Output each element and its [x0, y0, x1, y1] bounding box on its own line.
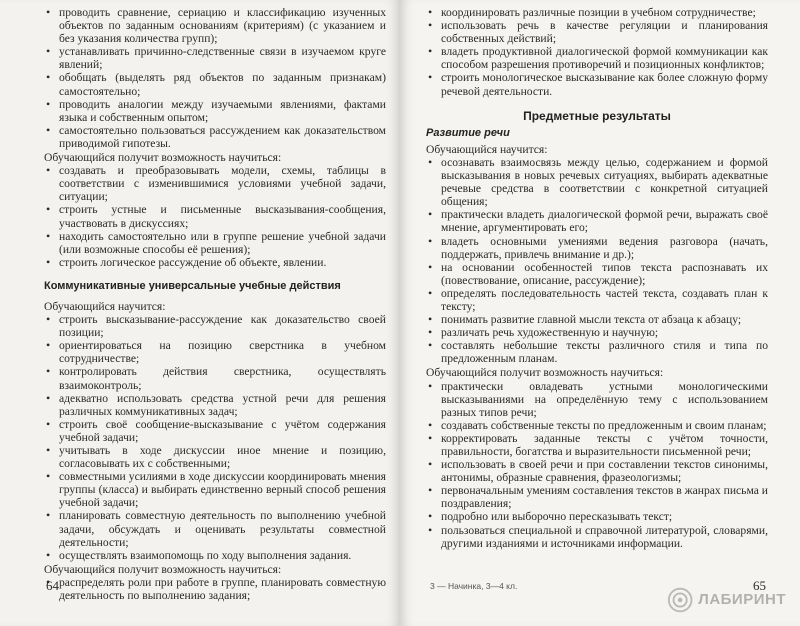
page-number: 65	[753, 577, 766, 593]
list-item: • создавать и преобразовывать модели, схемы, таблицы в соответствии с изменившимися условиями учебной задачи, ситуации;	[44, 164, 386, 203]
list-item: • адекватно использовать средства устной речи для решения различных коммуникативных задач;	[44, 392, 386, 418]
labyrinth-logo-icon	[666, 585, 694, 615]
watermark	[666, 578, 786, 622]
list-item: • контролировать действия сверстника, осуществлять взаимоконтроль;	[44, 365, 386, 391]
lead-text: Обучающийся получит возможность научиться:	[426, 366, 664, 380]
subsection-heading: Развитие речи	[426, 126, 510, 139]
section-heading: Предметные результаты	[523, 108, 671, 123]
left-list-3	[44, 576, 386, 602]
left-list-1	[44, 164, 386, 269]
page-number: 64	[46, 577, 59, 593]
list-item: • осуществлять взаимопомощь по ходу выполнения задания.	[44, 549, 386, 562]
list-item: • определять последовательность частей текста, создавать план к тексту;	[426, 287, 768, 313]
list-item: • строить логическое рассуждение об объекте, явлении.	[44, 256, 386, 269]
lead-text: Обучающийся научится:	[426, 142, 548, 156]
lead-text: Обучающийся получит возможность научиться:	[44, 151, 282, 165]
list-item: • использовать речь в качестве регуляции и планирования собственных действий;	[426, 19, 768, 45]
list-item: • совместными усилиями в ходе дискуссии координировать мнения группы (класса) и выбирать единственно верный способ решения учебной задачи;	[44, 470, 386, 509]
list-item: • владеть продуктивной диалогической формой коммуникации как способом разрешения противоречий и позиционных конфликтов;	[426, 45, 768, 71]
list-item: • пользоваться специальной и справочной литературой, словарями, другими изданиями и источниками информации.	[426, 524, 768, 550]
list-item: • координировать различные позиции в учебном сотрудничестве;	[426, 6, 768, 19]
list-item: • обобщать (выделять ряд объектов по заданным признакам) самостоятельно;	[44, 71, 386, 97]
list-item: • первоначальным умениям составления текстов в жанрах письма и поздравления;	[426, 484, 768, 510]
list-item: • на основании особенностей типов текста распознавать их (повествование, описание, рассуждение);	[426, 261, 768, 287]
list-item: • корректировать заданные тексты с учётом точности, правильности, богатства и выразительности письменной речи;	[426, 432, 768, 458]
list-item: • практически владеть диалогической формой речи, выражать своё мнение, аргументировать его;	[426, 208, 768, 234]
watermark-text: ЛАБИРИНТ	[698, 591, 786, 609]
right-list-1	[426, 156, 768, 366]
section-heading: Коммуникативные универсальные учебные действия	[44, 279, 341, 292]
left-list-2	[44, 313, 386, 562]
list-item: • осознавать взаимосвязь между целью, содержанием и формой высказывания в новых речевых ситуациях, выбирать адекватные речевые средства в соответствии с конкретной ситуацией общения;	[426, 156, 768, 208]
list-item: • учитывать в ходе дискуссии иное мнение и позицию, согласовывать их с собственными;	[44, 444, 386, 470]
right-top-list	[426, 6, 768, 98]
list-item: • строить высказывание-рассуждение как доказательство своей позиции;	[44, 313, 386, 339]
right-list-2	[426, 380, 768, 550]
list-item: • самостоятельно пользоваться рассуждением как доказательством приводимой гипотезы.	[44, 124, 386, 150]
list-item: • планировать совместную деятельность по выполнению учебной задачи, обсуждать и оценивать результаты совместной деятельности;	[44, 509, 386, 548]
list-item: • составлять небольшие тексты различного стиля и типа по предложенным планам.	[426, 339, 768, 365]
list-item: • ориентироваться на позицию сверстника в учебном сотрудничестве;	[44, 339, 386, 365]
list-item: • находить самостоятельно или в группе решение учебной задачи (или возможные способы её решения);	[44, 230, 386, 256]
list-item: • проводить сравнение, сериацию и классификацию изученных объектов по заданным основаниям (критериям) (с указанием и без указания количества групп);	[44, 6, 386, 45]
list-item: • владеть основными умениями ведения разговора (начать, поддержать, привлечь внимание и др.);	[426, 235, 768, 261]
list-item: • проводить аналогии между изучаемыми явлениями, фактами языка и собственным опытом;	[44, 98, 386, 124]
list-item: • распределять роли при работе в группе, планировать совместную деятельность по выполнению задания;	[44, 576, 386, 602]
list-item: • устанавливать причинно-следственные связи в изучаемом круге явлений;	[44, 45, 386, 71]
lead-text: Обучающийся научится:	[44, 299, 166, 313]
right-page	[400, 0, 800, 626]
list-item: • создавать собственные тексты по предложенным и своим планам;	[426, 419, 768, 432]
footer-note: 3 — Начинка, 3—4 кл.	[430, 580, 518, 591]
lead-text: Обучающийся получит возможность научиться:	[44, 562, 282, 576]
list-item: • подробно или выборочно пересказывать текст;	[426, 510, 768, 523]
list-item: • строить своё сообщение-высказывание с учётом содержания учебной задачи;	[44, 418, 386, 444]
left-top-list	[44, 6, 386, 150]
list-item: • различать речь художественную и научную;	[426, 326, 768, 339]
list-item: • понимать развитие главной мысли текста от абзаца к абзацу;	[426, 313, 768, 326]
list-item: • строить монологическое высказывание как более сложную форму речевой деятельности.	[426, 71, 768, 97]
list-item: • практически овладевать устными монологическими высказываниями на определённую тему с использованием разных типов речи;	[426, 380, 768, 419]
list-item: • строить устные и письменные высказывания-сообщения, участвовать в дискуссиях;	[44, 203, 386, 229]
list-item: • использовать в своей речи и при составлении текстов синонимы, антонимы, образные сравнения, фразеологизмы;	[426, 458, 768, 484]
